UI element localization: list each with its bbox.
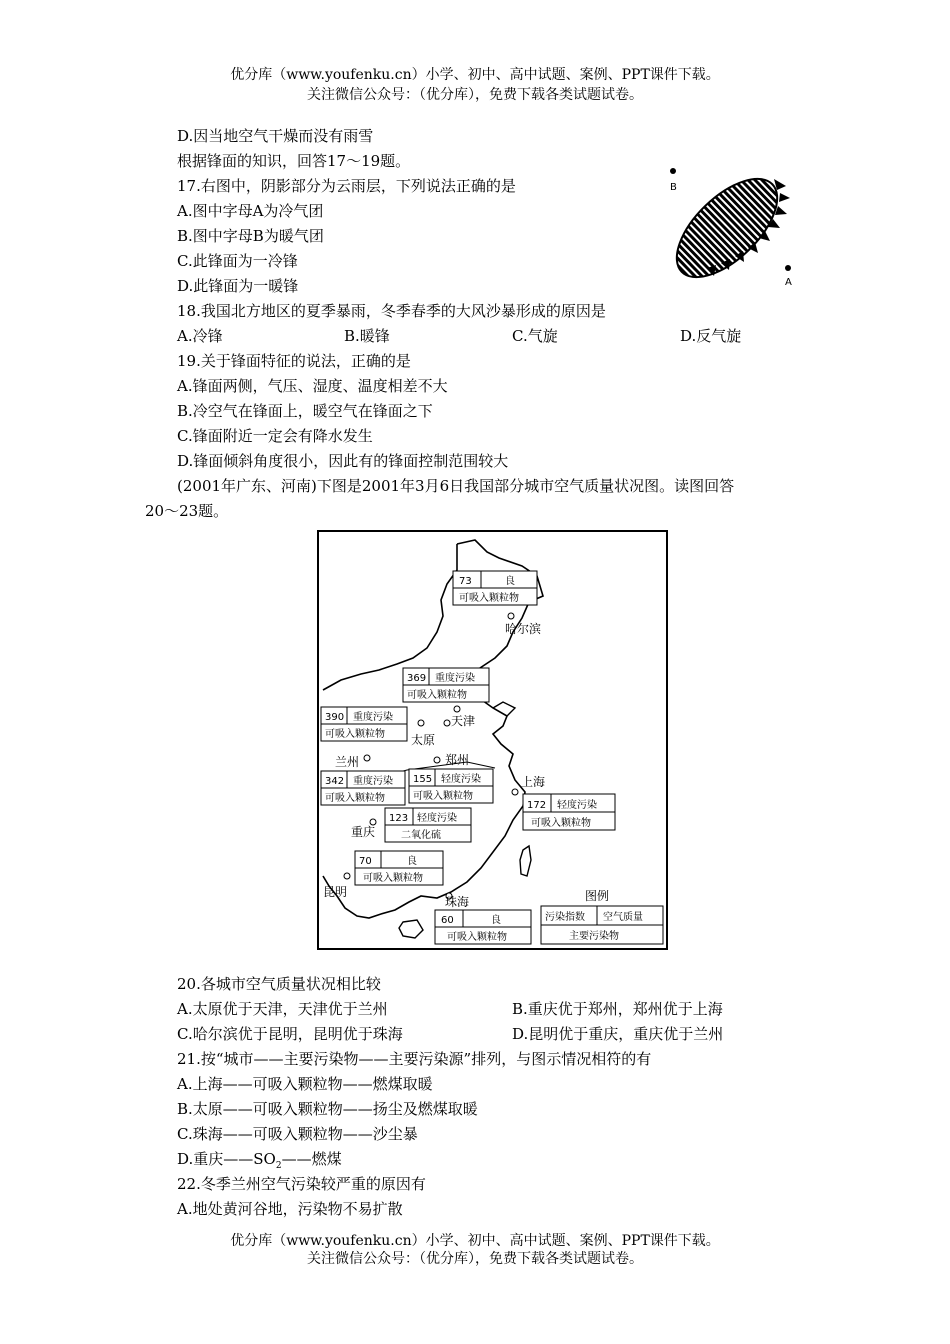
lanzhou-dot: [364, 755, 370, 761]
q20-options-row1: [177, 999, 777, 1019]
header-line-1: 优分库（www.youfenku.cn）小学、初中、高中试题、案例、PPT课件下载。: [230, 67, 720, 83]
q19-option-c: C.锋面附近一定会有降水发生: [177, 427, 373, 445]
beijing-box: [403, 668, 489, 702]
legend-index: 污染指数: [545, 912, 585, 923]
q18-option-a: A.冷锋: [177, 327, 223, 345]
taiyuan-label: 太原: [411, 733, 436, 747]
q20-option-c: C.哈尔滨优于昆明，昆明优于珠海: [177, 1025, 403, 1043]
chongqing-quality: 轻度污染: [417, 813, 457, 824]
lanzhou-index: 342: [325, 776, 345, 787]
q19-option-d: D.锋面倾斜角度很小，因此有的锋面控制范围较大: [177, 452, 509, 470]
q18-stem: 18.我国北方地区的夏季暴雨，冬季春季的大风沙暴形成的原因是: [177, 302, 606, 320]
q21-option-a: A.上海——可吸入颗粒物——燃煤取暖: [177, 1075, 433, 1093]
header-line-2: 关注微信公众号：（优分库），免费下载各类试题试卷。: [307, 87, 643, 103]
chongqing-label: 重庆: [351, 825, 376, 839]
q17-option-c: C.此锋面为一冷锋: [177, 252, 298, 270]
q21-option-b: B.太原——可吸入颗粒物——扬尘及燃煤取暖: [177, 1100, 478, 1118]
q20-option-b: B.重庆优于郑州，郑州优于上海: [512, 1000, 723, 1018]
kunming-index: 70: [359, 856, 372, 867]
tianjin-dot: [444, 720, 450, 726]
q19-option-b: B.冷空气在锋面上，暖空气在锋面之下: [177, 402, 433, 420]
harbin-box: [453, 571, 537, 605]
front-diagram: [664, 164, 804, 290]
zhuhai-pollutant: 可吸入颗粒物: [447, 932, 507, 943]
harbin-label: 哈尔滨: [505, 622, 542, 636]
q18-option-c: C.气旋: [512, 327, 558, 345]
q21-option-d: [177, 1149, 342, 1176]
taiyuan-pollutant: 可吸入颗粒物: [325, 729, 385, 740]
lanzhou-box: [321, 771, 405, 805]
zhengzhou-box: [409, 769, 493, 803]
intro-20-23-line1: (2001年广东、河南)下图是2001年3月6日我国部分城市空气质量状况图。读图回答: [177, 477, 735, 495]
lanzhou-quality: 重度污染: [353, 776, 393, 787]
q17-option-d: D.此锋面为一暖锋: [177, 277, 299, 295]
taiyuan-index: 390: [325, 712, 345, 723]
kunming-pollutant: 可吸入颗粒物: [363, 873, 423, 884]
kunming-label: 昆明: [323, 885, 348, 899]
kunming-quality: 良: [407, 856, 417, 867]
beijing-pollutant: 可吸入颗粒物: [407, 690, 467, 701]
harbin-dot: [508, 613, 514, 619]
zhuhai-box: [435, 910, 531, 944]
q21-option-d-sub: 2: [275, 1161, 282, 1171]
zhengzhou-quality: 轻度污染: [441, 774, 481, 785]
q17-stem: 17.右图中，阴影部分为云雨层，下列说法正确的是: [177, 177, 516, 195]
taiyuan-quality: 重度污染: [353, 712, 393, 723]
q22-option-a: A.地处黄河谷地，污染物不易扩散: [177, 1200, 403, 1218]
chongqing-index: 123: [389, 813, 409, 824]
zhuhai-label: 珠海: [445, 895, 470, 909]
q20-stem: 20.各城市空气质量状况相比较: [177, 975, 381, 993]
q18-option-d: D.反气旋: [680, 327, 742, 345]
label-b: B: [670, 182, 677, 193]
q20-option-a: A.太原优于天津，天津优于兰州: [177, 1000, 388, 1018]
beijing-dot: [454, 706, 460, 712]
zhengzhou-pollutant: 可吸入颗粒物: [413, 791, 473, 802]
chongqing-pollutant: 二氧化硫: [401, 830, 441, 841]
point-b-dot: [670, 168, 676, 174]
q20-option-d: D.昆明优于重庆，重庆优于兰州: [512, 1025, 724, 1043]
shanghai-box: [523, 794, 615, 830]
legend-quality: 空气质量: [603, 912, 643, 923]
zhengzhou-index: 155: [413, 774, 433, 785]
shanghai-pollutant: 可吸入颗粒物: [531, 818, 591, 829]
q21-option-d-post: ——燃煤: [281, 1150, 342, 1168]
q18-options: [177, 326, 777, 346]
q21-stem: 21.按“城市——主要污染物——主要污染源”排列，与图示情况相符的有: [177, 1050, 652, 1068]
shanghai-index: 172: [527, 800, 547, 811]
q17-option-a: A.图中字母A为冷气团: [177, 202, 324, 220]
legend-box: [541, 906, 663, 944]
tianjin-label: 天津: [451, 714, 476, 728]
point-a-dot: [785, 265, 791, 271]
footer-line-2: 关注微信公众号：（优分库），免费下载各类试题试卷。: [307, 1251, 643, 1267]
taiyuan-dot: [418, 720, 424, 726]
shanghai-dot: [512, 789, 518, 795]
zhuhai-index: 60: [441, 915, 454, 926]
legend-title: 图例: [585, 889, 610, 903]
q21-option-c: C.珠海——可吸入颗粒物——沙尘暴: [177, 1125, 418, 1143]
harbin-index: 73: [459, 576, 472, 587]
q21-option-d-pre: D.重庆——SO: [177, 1150, 276, 1168]
q19-option-a: A.锋面两侧，气压、湿度、温度相差不大: [177, 377, 448, 395]
taiyuan-box: [321, 707, 407, 741]
beijing-quality: 重度污染: [435, 673, 475, 684]
q18-option-b: B.暖锋: [344, 327, 390, 345]
q17-option-b: B.图中字母B为暖气团: [177, 227, 324, 245]
footer-line-1: 优分库（www.youfenku.cn）小学、初中、高中试题、案例、PPT课件下载。: [230, 1233, 720, 1249]
intro-20-23-line2: 20～23题。: [145, 502, 229, 520]
legend-pollutant: 主要污染物: [569, 931, 619, 942]
kunming-box: [355, 851, 443, 885]
chongqing-box: [385, 808, 471, 842]
shanghai-label: 上海: [521, 775, 546, 789]
q22-stem: 22.冬季兰州空气污染较严重的原因有: [177, 1175, 426, 1193]
label-a: A: [785, 277, 792, 288]
zhuhai-quality: 良: [491, 915, 501, 926]
air-quality-map: [317, 530, 668, 950]
beijing-index: 369: [407, 673, 427, 684]
lanzhou-label: 兰州: [335, 755, 360, 769]
zhengzhou-dot: [434, 757, 440, 763]
q20-options-row2: [177, 1024, 777, 1044]
zhengzhou-label: 郑州: [445, 753, 470, 767]
kunming-dot: [344, 873, 350, 879]
harbin-pollutant: 可吸入颗粒物: [459, 593, 519, 604]
q16-option-d: D.因当地空气干燥而没有雨雪: [177, 127, 374, 145]
shanghai-quality: 轻度污染: [557, 800, 597, 811]
lanzhou-pollutant: 可吸入颗粒物: [325, 793, 385, 804]
harbin-quality: 良: [505, 576, 515, 587]
intro-17-19: 根据锋面的知识，回答17～19题。: [177, 152, 411, 170]
q19-stem: 19.关于锋面特征的说法，正确的是: [177, 352, 411, 370]
